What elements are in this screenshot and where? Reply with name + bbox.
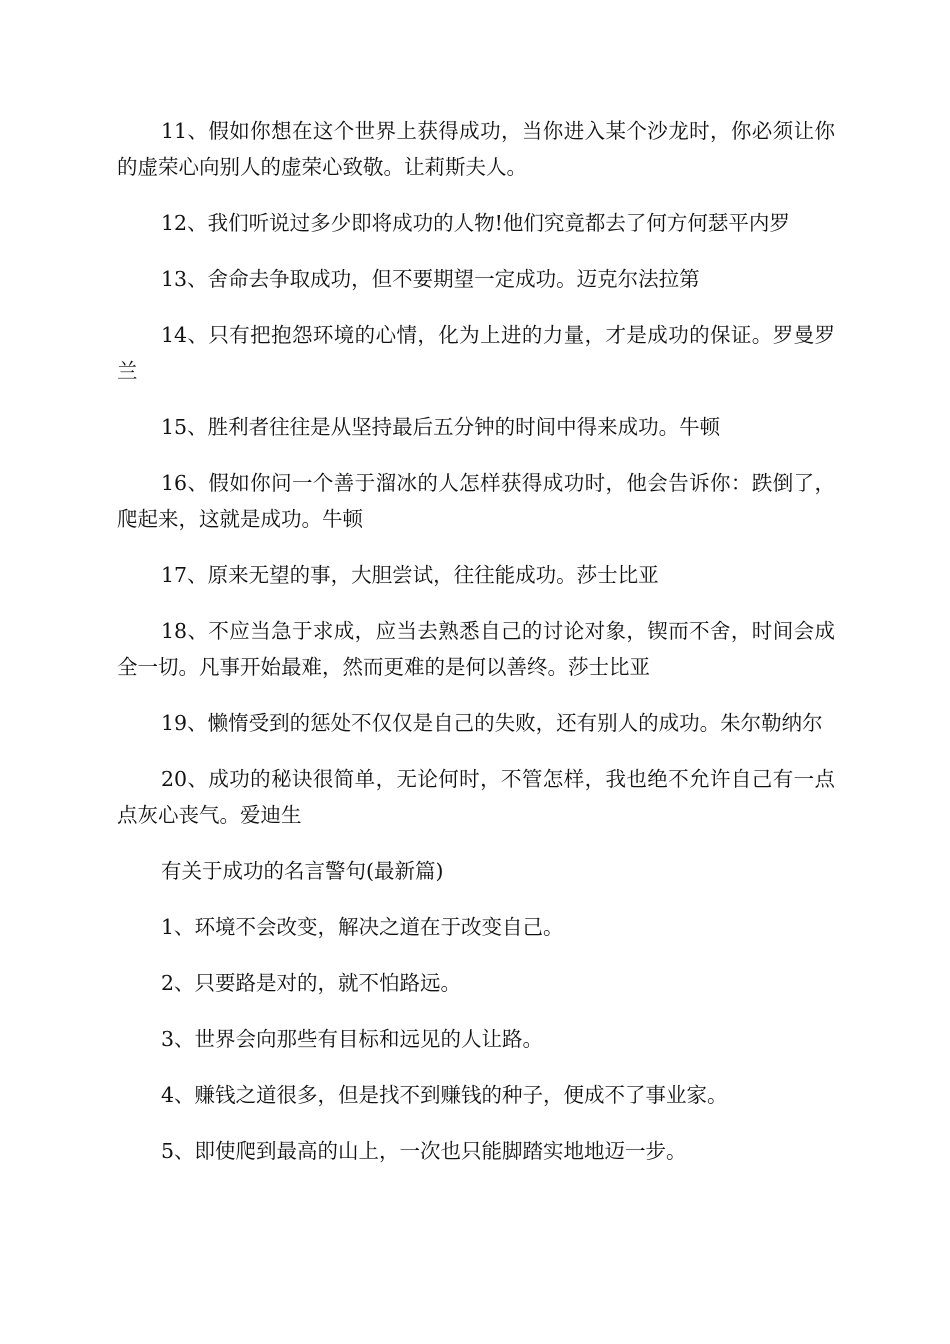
quote-14: 14、只有把抱怨环境的心情，化为上进的力量，才是成功的保证。罗曼罗兰 xyxy=(117,323,835,383)
document-body xyxy=(117,113,835,1189)
quote-15: 15、胜利者往往是从坚持最后五分钟的时间中得来成功。牛顿 xyxy=(161,415,721,439)
new-quote-3: 3、世界会向那些有目标和远见的人让路。 xyxy=(161,1027,544,1051)
new-quote-4: 4、赚钱之道很多，但是找不到赚钱的种子，便成不了事业家。 xyxy=(161,1083,728,1107)
quote-12: 12、我们听说过多少即将成功的人物!他们究竟都去了何方何瑟平内罗 xyxy=(161,211,790,235)
quote-13: 13、舍命去争取成功，但不要期望一定成功。迈克尔法拉第 xyxy=(161,267,700,291)
quote-20: 20、成功的秘诀很简单，无论何时，不管怎样，我也绝不允许自己有一点点灰心丧气。爱迪生 xyxy=(117,767,835,827)
new-quote-2: 2、只要路是对的，就不怕路远。 xyxy=(161,971,462,995)
quote-17: 17、原来无望的事，大胆尝试，往往能成功。莎士比亚 xyxy=(161,563,659,587)
quote-16: 16、假如你问一个善于溜冰的人怎样获得成功时，他会告诉你：跌倒了，爬起来，这就是成功。牛顿 xyxy=(117,471,835,531)
new-quote-1: 1、环境不会改变，解决之道在于改变自己。 xyxy=(161,915,564,939)
section-heading: 有关于成功的名言警句(最新篇) xyxy=(161,859,444,883)
new-quote-5: 5、即使爬到最高的山上，一次也只能脚踏实地地迈一步。 xyxy=(161,1139,687,1163)
quote-18: 18、不应当急于求成，应当去熟悉自己的讨论对象，锲而不舍，时间会成全一切。凡事开始最难，然而更难的是何以善终。莎士比亚 xyxy=(117,619,835,679)
quote-11: 11、假如你想在这个世界上获得成功，当你进入某个沙龙时，你必须让你的虚荣心向别人的虚荣心致敬。让莉斯夫人。 xyxy=(117,119,835,179)
quote-19: 19、懒惰受到的惩处不仅仅是自己的失败，还有别人的成功。朱尔勒纳尔 xyxy=(161,711,823,735)
